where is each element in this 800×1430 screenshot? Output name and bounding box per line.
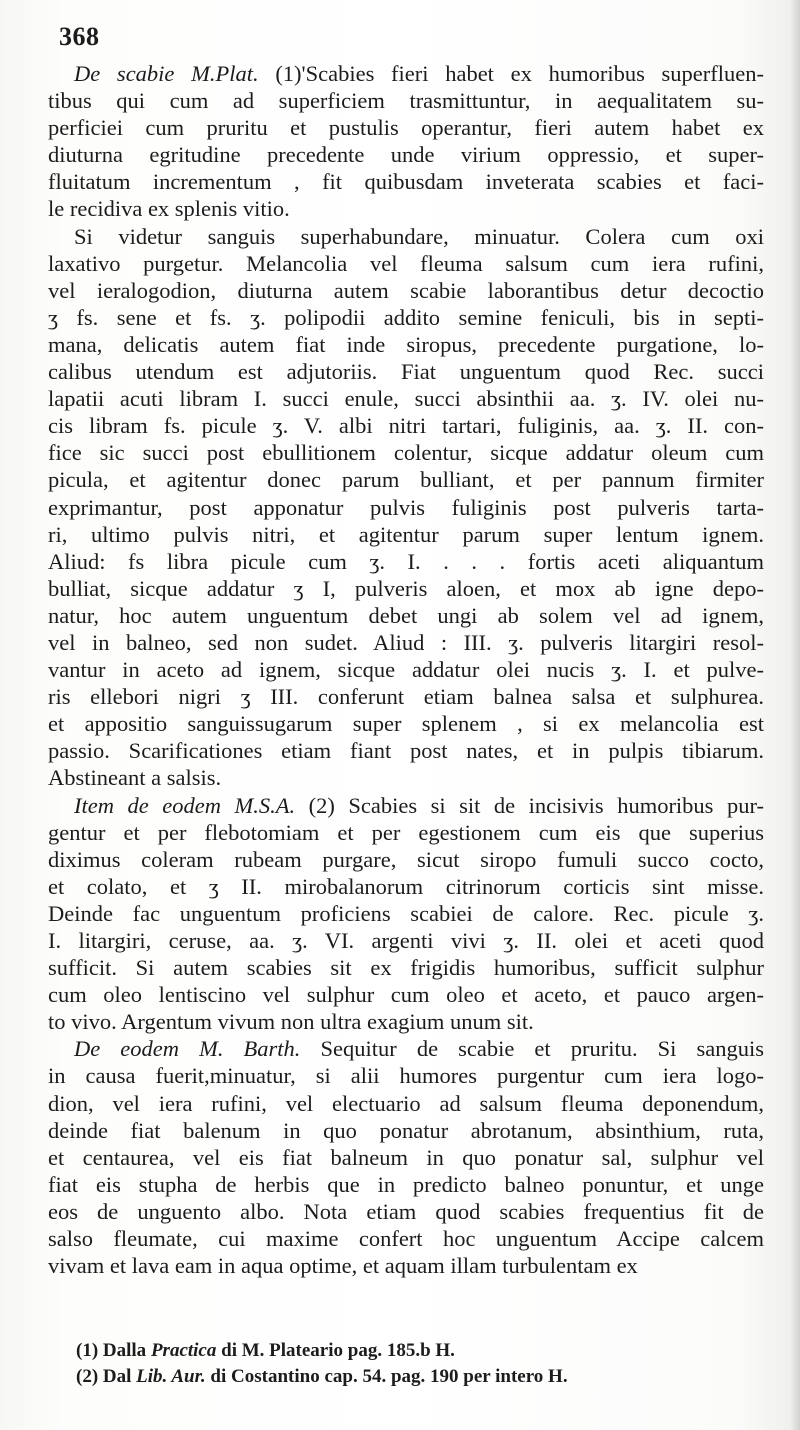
line-text: lapatii acuti libram I. succi enule, succi absinthii aa. ʒ. IV. olei nu- bbox=[48, 386, 764, 412]
text-line bbox=[48, 954, 764, 981]
line-text: Aliud: fs libra picule cum ʒ. I. . . . fortis aceti aliquantum bbox=[48, 548, 764, 574]
line-text: to vivo. Argentum vivum non ultra exagium unum sit. bbox=[48, 1009, 534, 1035]
line-text: Sequitur de scabie et pruritu. Si sanguis bbox=[320, 1036, 764, 1062]
text-line bbox=[48, 223, 764, 250]
line-text: Deinde fac unguentum proficiens scabiei de calore. Rec. picule ʒ. bbox=[48, 900, 764, 926]
page-number: 368 bbox=[59, 22, 100, 51]
line-text: vivam et lava eam in aqua optime, et aquam illam turbulentam ex bbox=[48, 1253, 638, 1279]
text-line bbox=[48, 439, 764, 466]
text-line bbox=[48, 304, 764, 331]
line-text: deinde fiat balenum in quo ponatur abrotanum, absinthium, ruta, bbox=[48, 1117, 764, 1143]
text-line bbox=[48, 1198, 764, 1225]
line-text: dion, vel iera rufini, vel electuario ad salsum fleuma deponendum, bbox=[48, 1090, 764, 1116]
text-line bbox=[48, 114, 764, 141]
line-text: ris ellebori nigri ʒ III. conferunt etiam balnea salsa et sulphurea. bbox=[48, 684, 764, 710]
line-text: diuturna egritudine precedente unde virium oppressio, et super- bbox=[48, 142, 764, 168]
footnote-text: Dal bbox=[102, 1366, 132, 1387]
text-line bbox=[48, 87, 764, 114]
line-text: I. litargiri, ceruse, aa. ʒ. VI. argenti vivi ʒ. II. olei et aceti quod bbox=[48, 928, 764, 953]
text-line bbox=[48, 602, 764, 629]
text-line bbox=[48, 331, 764, 358]
text-line bbox=[48, 548, 764, 575]
line-text: perficiei cum pruritu et pustulis operantur, fieri autem habet ex bbox=[48, 115, 764, 141]
line-text: exprimantur, post apponatur pulvis fuliginis post pulveris tarta- bbox=[48, 494, 764, 520]
line-text: le recidiva ex splenis vitio. bbox=[48, 196, 290, 222]
body-text bbox=[48, 60, 764, 1279]
text-line bbox=[48, 412, 764, 439]
line-text: cum oleo lentiscino vel sulphur cum oleo et aceto, et pauco argen- bbox=[48, 982, 764, 1008]
line-text: et appositio sanguissugarum super splenem , si ex melancolia est bbox=[48, 711, 764, 737]
text-line bbox=[48, 1171, 764, 1198]
line-text: vel in balneo, sed non sudet. Aliud : III. ʒ. pulveris litargiri resol- bbox=[48, 629, 764, 655]
line-text: mana, delicatis autem fiat inde siropus, precedente purgatione, lo- bbox=[48, 331, 764, 357]
line-text: passio. Scarificationes etiam fiant post nates, et in pulpis tibiarum. bbox=[48, 738, 764, 764]
text-line bbox=[48, 710, 764, 737]
text-line bbox=[48, 737, 764, 764]
line-text: cis libram fs. picule ʒ. V. albi nitri tartari, fuliginis, aa. ʒ. II. con- bbox=[48, 413, 764, 439]
line-text: et centaurea, vel eis fiat balneum in quo ponatur sal, sulphur vel bbox=[48, 1144, 764, 1170]
line-text: fluitatum incrementum , fit quibusdam inveterata scabies et faci- bbox=[48, 169, 764, 195]
footnote bbox=[76, 1338, 696, 1364]
text-line bbox=[48, 792, 764, 819]
line-text: picula, et agitentur donec parum bulliant, et per pannum firmiter bbox=[48, 467, 764, 493]
text-line bbox=[48, 521, 764, 548]
text-line bbox=[48, 277, 764, 304]
text-line bbox=[48, 683, 764, 710]
text-line bbox=[48, 141, 764, 168]
line-text: (1)'Scabies fieri habet ex humoribus superfluen- bbox=[275, 61, 764, 86]
text-line bbox=[48, 927, 764, 954]
line-text: in causa fuerit,minuatur, si alii humores purgentur cum iera logo- bbox=[48, 1063, 764, 1089]
line-text: natur, hoc autem unguentum debet ungi ab solem vel ad ignem, bbox=[48, 602, 764, 628]
text-line bbox=[48, 1225, 764, 1252]
section-heading: De scabie M.Plat. bbox=[74, 61, 259, 86]
line-text: tibus qui cum ad superficiem trasmittuntur, in aequalitatem su- bbox=[48, 88, 764, 114]
text-line bbox=[48, 1062, 764, 1089]
line-text: salso fleumate, cui maxime confert hoc unguentum Accipe calcem bbox=[48, 1226, 764, 1252]
text-line bbox=[48, 1117, 764, 1144]
line-text: calibus utendum est adjutoriis. Fiat unguentum quod Rec. succi bbox=[48, 359, 764, 385]
line-text: Abstineant a salsis. bbox=[48, 765, 222, 791]
page-edge-shadow bbox=[790, 0, 800, 1430]
text-line bbox=[48, 981, 764, 1008]
footnote-mark: (2) bbox=[76, 1366, 99, 1387]
section-heading: De eodem M. Barth. bbox=[74, 1036, 301, 1062]
line-text: diximus coleram rubeam purgare, sicut siropo fumuli succo cocto, bbox=[48, 846, 764, 872]
text-line bbox=[48, 900, 764, 927]
line-text: (2) Scabies si sit de incisivis humoribus pur- bbox=[308, 792, 764, 818]
footnote-text: di Costantino cap. 54. pag. 190 per intero H. bbox=[210, 1366, 568, 1387]
footnote-text: di M. Plateario pag. 185.b H. bbox=[221, 1340, 455, 1361]
text-line bbox=[48, 466, 764, 493]
text-line bbox=[48, 575, 764, 602]
line-text: eos de unguento albo. Nota etiam quod scabies frequentius fit de bbox=[48, 1198, 764, 1224]
footnote bbox=[76, 1364, 696, 1390]
text-line bbox=[48, 250, 764, 277]
footnote-text: Dalla bbox=[102, 1340, 147, 1361]
section-heading: Item de eodem M.S.A. bbox=[74, 792, 296, 818]
footnote-mark: (1) bbox=[76, 1340, 99, 1361]
line-text: Si videtur sanguis superhabundare, minuatur. Colera cum oxi bbox=[74, 223, 764, 249]
line-text: fice sic succi post ebullitionem colentur, sicque addatur oleum cum bbox=[48, 440, 764, 466]
text-line bbox=[48, 819, 764, 846]
line-text: bulliat, sicque addatur ʒ I, pulveris aloen, et mox ab igne depo- bbox=[48, 575, 764, 601]
text-line bbox=[48, 1008, 764, 1035]
line-text: fiat eis stupha de herbis que in predicto balneo ponuntur, et unge bbox=[48, 1171, 764, 1197]
text-line bbox=[48, 629, 764, 656]
line-text: et colato, et ʒ II. mirobalanorum citrinorum corticis sint misse. bbox=[48, 873, 764, 899]
line-text: ʒ fs. sene et fs. ʒ. polipodii addito semine feniculi, bis in septi- bbox=[48, 304, 764, 330]
text-line bbox=[48, 1090, 764, 1117]
line-text: vantur in aceto ad ignem, sicque addatur olei nucis ʒ. I. et pulve- bbox=[48, 657, 764, 683]
text-line bbox=[48, 60, 764, 87]
text-line bbox=[48, 195, 764, 222]
line-text: gentur et per flebotomiam et per egestionem cum eis que superius bbox=[48, 819, 764, 845]
text-line bbox=[48, 873, 764, 900]
text-line bbox=[48, 764, 764, 791]
text-line bbox=[48, 846, 764, 873]
text-line bbox=[48, 1252, 764, 1279]
text-line bbox=[48, 1144, 764, 1171]
text-line bbox=[48, 168, 764, 195]
line-text: laxativo purgetur. Melancolia vel fleuma salsum cum iera rufini, bbox=[48, 250, 764, 276]
text-line bbox=[48, 656, 764, 683]
footnotes bbox=[76, 1338, 696, 1390]
line-text: sufficit. Si autem scabies sit ex frigidis humoribus, sufficit sulphur bbox=[48, 955, 764, 981]
text-line bbox=[48, 385, 764, 412]
text-line bbox=[48, 494, 764, 521]
line-text: vel ieralogodion, diuturna autem scabie laborantibus detur decoctio bbox=[48, 277, 764, 303]
footnote-source: Practica bbox=[150, 1340, 217, 1361]
text-line bbox=[48, 358, 764, 385]
footnote-source: Lib. Aur. bbox=[136, 1366, 206, 1387]
text-line bbox=[48, 1035, 764, 1062]
line-text: ri, ultimo pulvis nitri, et agitentur parum super lentum ignem. bbox=[48, 521, 764, 547]
